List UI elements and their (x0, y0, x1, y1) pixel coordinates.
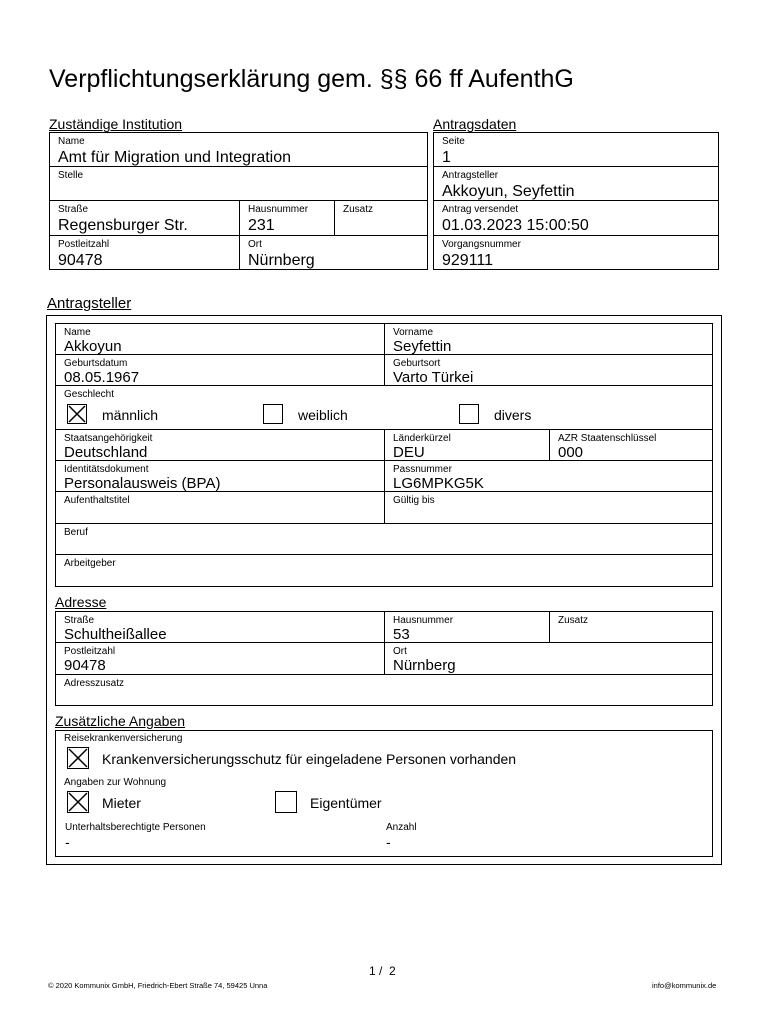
antragsteller-name-cell (55, 323, 385, 355)
institution-hausnummer-cell (239, 200, 335, 236)
institution-hausnummer-value: 231 (248, 217, 275, 234)
adresse-hausnummer-label: Hausnummer (393, 615, 454, 626)
antragsteller-laender-value: DEU (393, 444, 425, 461)
institution-strasse-label: Straße (58, 204, 89, 215)
antragsteller-beruf-cell (55, 523, 713, 555)
antragsteller-gueltig-cell (384, 491, 713, 524)
institution-ort-value: Nürnberg (248, 252, 315, 269)
institution-plz-cell (49, 235, 240, 270)
adresse-plz-value: 90478 (64, 657, 106, 674)
geschlecht-maennlich-checkbox[interactable] (67, 404, 87, 424)
institution-name-value: Amt für Migration und Integration (58, 149, 292, 166)
geschlecht-divers-label: divers (494, 407, 532, 423)
zusatz-wohnung-label: Angaben zur Wohnung (64, 777, 167, 788)
antragsdaten-antragsteller-cell (433, 166, 719, 201)
antragsteller-aufenthalt-cell (55, 491, 385, 524)
antragsteller-aufenthalt-label: Aufenthaltstitel (64, 495, 130, 506)
adresse-hausnummer-value: 53 (393, 626, 410, 643)
antragsteller-geburtsort-value: Varto Türkei (393, 369, 474, 386)
adresse-heading: Adresse (55, 594, 107, 610)
antragsteller-beruf-label: Beruf (64, 527, 88, 538)
antragsdaten-seite-cell (433, 132, 719, 167)
wohnung-eigentuemer-checkbox[interactable] (275, 791, 297, 813)
institution-ort-cell (239, 235, 428, 270)
antragsteller-gueltig-label: Gültig bis (393, 495, 435, 506)
adresse-strasse-cell (55, 611, 385, 643)
institution-ort-label: Ort (248, 239, 262, 250)
zusatz-unterhalt-label: Unterhaltsberechtigte Personen (65, 822, 206, 833)
antragsteller-geburtsdatum-cell (55, 354, 385, 386)
antragsteller-arbeitgeber-label: Arbeitgeber (64, 558, 116, 569)
page-title: Verpflichtungserklärung gem. §§ 66 ff AufenthG (49, 65, 574, 93)
antragsteller-geschlecht-cell (55, 385, 713, 430)
antragsteller-staat-value: Deutschland (64, 444, 148, 461)
checked-x-icon (67, 791, 89, 813)
wohnung-mieter-label: Mieter (102, 795, 141, 811)
antragsdaten-heading: Antragsdaten (433, 116, 517, 132)
antragsteller-arbeitgeber-cell (55, 554, 713, 587)
antragsdaten-antragsteller-label: Antragsteller (442, 170, 499, 181)
antragsdaten-vorgang-label: Vorgangsnummer (442, 239, 521, 250)
institution-name-cell (49, 132, 428, 167)
adresse-ort-label: Ort (393, 646, 407, 657)
adresse-adresszusatz-cell (55, 674, 713, 706)
checked-x-icon (67, 404, 87, 424)
antragsteller-geburtsdatum-value: 08.05.1967 (64, 369, 140, 386)
antragsteller-heading: Antragsteller (47, 295, 132, 312)
adresse-hausnummer-cell (384, 611, 550, 643)
adresse-plz-label: Postleitzahl (64, 646, 116, 657)
adresse-strasse-label: Straße (64, 615, 95, 626)
antragsteller-pass-cell (384, 460, 713, 492)
antragsteller-staat-label: Staatsangehörigkeit (64, 433, 153, 444)
antragsteller-staat-cell (55, 429, 385, 461)
antragsteller-laender-cell (384, 429, 550, 461)
geschlecht-divers-checkbox[interactable] (459, 404, 479, 424)
institution-stelle-cell (49, 166, 428, 201)
institution-hausnummer-label: Hausnummer (248, 204, 309, 215)
antragsdaten-seite-label: Seite (442, 136, 465, 147)
adresse-adresszusatz-label: Adresszusatz (64, 678, 125, 689)
krankenversicherung-label: Krankenversicherungsschutz für eingeladene Personen vorhanden (102, 751, 517, 767)
antragsteller-name-value: Akkoyun (64, 338, 122, 355)
institution-strasse-cell (49, 200, 240, 236)
institution-plz-label: Postleitzahl (58, 239, 110, 250)
adresse-ort-cell (384, 642, 713, 675)
zusatz-box (55, 730, 713, 857)
antragsteller-azr-cell (549, 429, 713, 461)
adresse-plz-cell (55, 642, 385, 675)
antragsteller-vorname-cell (384, 323, 713, 355)
antragsdaten-versendet-cell (433, 200, 719, 236)
zusatz-kv-label: Reisekrankenversicherung (64, 733, 183, 744)
antragsdaten-seite-value: 1 (442, 149, 451, 166)
institution-plz-value: 90478 (58, 252, 103, 269)
antragsteller-geburtsdatum-label: Geburtsdatum (64, 358, 128, 369)
institution-zusatz-label: Zusatz (343, 204, 374, 215)
page-number: 1 / 2 (369, 964, 396, 978)
wohnung-eigentuemer-label: Eigentümer (310, 795, 382, 811)
antragsteller-geschlecht-label: Geschlecht (64, 389, 115, 400)
antragsdaten-vorgang-cell (433, 235, 719, 270)
antragsteller-geburtsort-cell (384, 354, 713, 386)
antragsteller-name-label: Name (64, 327, 91, 338)
zusatz-anzahl-value: - (386, 834, 391, 850)
antragsteller-pass-label: Passnummer (393, 464, 452, 475)
antragsteller-pass-value: LG6MPKG5K (393, 475, 484, 492)
geschlecht-maennlich-label: männlich (102, 407, 159, 423)
adresse-zusatz-label: Zusatz (558, 615, 589, 626)
krankenversicherung-checkbox[interactable] (67, 747, 89, 769)
geschlecht-weiblich-label: weiblich (298, 407, 348, 423)
zusatz-heading: Zusätzliche Angaben (55, 713, 185, 729)
antragsdaten-antragsteller-value: Akkoyun, Seyfettin (442, 183, 575, 200)
antragsdaten-versendet-label: Antrag versendet (442, 204, 519, 215)
zusatz-unterhalt-value: - (65, 834, 70, 850)
antragsteller-vorname-label: Vorname (393, 327, 434, 338)
institution-zusatz-cell (334, 200, 428, 236)
geschlecht-weiblich-checkbox[interactable] (263, 404, 283, 424)
zusatz-anzahl-label: Anzahl (386, 822, 417, 833)
antragsteller-azr-label: AZR Staatenschlüssel (558, 433, 657, 444)
institution-heading: Zuständige Institution (49, 116, 183, 132)
wohnung-mieter-checkbox[interactable] (67, 791, 89, 813)
antragsdaten-versendet-value: 01.03.2023 15:00:50 (442, 217, 589, 234)
antragsteller-azr-value: 000 (558, 444, 584, 461)
institution-stelle-label: Stelle (58, 170, 84, 181)
antragsteller-laender-label: Länderkürzel (393, 433, 451, 444)
institution-strasse-value: Regensburger Str. (58, 217, 188, 234)
checked-x-icon (67, 747, 89, 769)
antragsteller-ident-cell (55, 460, 385, 492)
institution-name-label: Name (58, 136, 85, 147)
adresse-zusatz-cell (549, 611, 713, 643)
antragsteller-ident-label: Identitätsdokument (64, 464, 149, 475)
footer-copyright: © 2020 Kommunix GmbH, Friedrich-Ebert Straße 74, 59425 Unna (48, 981, 268, 990)
footer-email: info@kommunix.de (652, 981, 717, 990)
antragsteller-geburtsort-label: Geburtsort (393, 358, 441, 369)
adresse-strasse-value: Schultheißallee (64, 626, 167, 643)
adresse-ort-value: Nürnberg (393, 657, 456, 674)
antragsteller-vorname-value: Seyfettin (393, 338, 452, 355)
antragsteller-ident-value: Personalausweis (BPA) (64, 475, 221, 492)
antragsdaten-vorgang-value: 929111 (442, 252, 494, 269)
